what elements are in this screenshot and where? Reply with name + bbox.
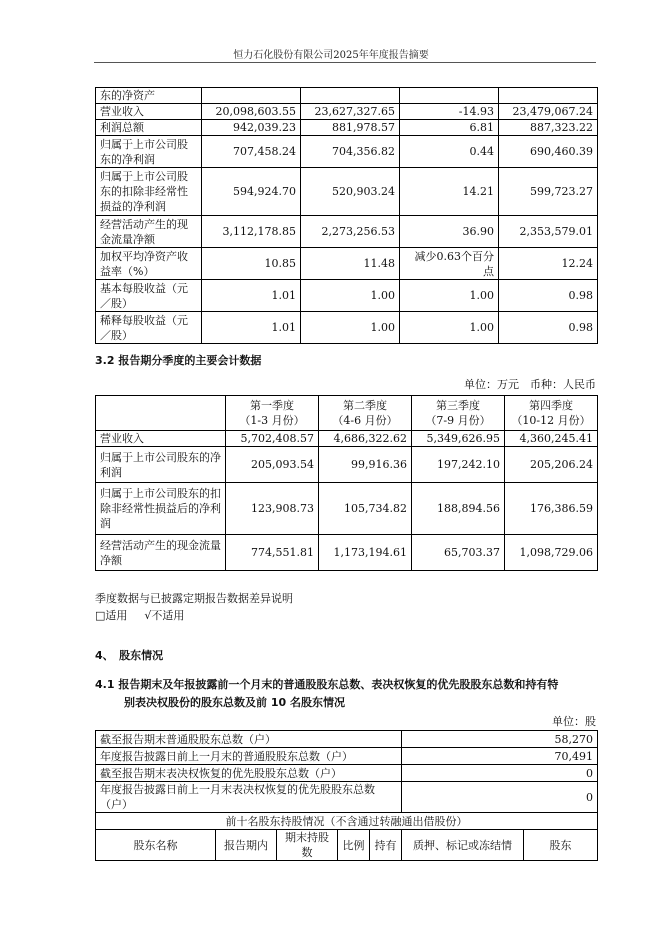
- report-header-title: 恒力石化股份有限公司2025年年度报告摘要: [233, 50, 429, 61]
- table-row: 归属于上市公司股东的扣除非经常性损益的净利润 594,924.70 520,903.24 14.21 599,723.27: [96, 168, 598, 216]
- table-row: 稀释每股收益（元／股） 1.01 1.00 1.00 0.98: [96, 312, 598, 344]
- table-row: 经营活动产生的现金流量净额 774,551.81 1,173,194.61 65,703.37 1,098,729.06: [96, 535, 598, 571]
- row-label: 归属于上市公司股东的净利润: [96, 447, 226, 483]
- table-row: 归属于上市公司股东的净利润 707,458.24 704,356.82 0.44 690,460.39: [96, 136, 598, 168]
- table-row: 年度报告披露日前上一月末表决权恢复的优先股股东总数（户） 0: [96, 782, 598, 813]
- table-row: 经营活动产生的现金流量净额 3,112,178.85 2,273,256.53 36.90 2,353,579.01: [96, 216, 598, 248]
- section-4-1-title-line2: 别表决权股份的股东总数及前 10 名股东情况: [124, 696, 345, 709]
- table-header-row: [96, 396, 598, 431]
- not-apply-option: √不适用: [144, 609, 185, 622]
- column-header: 股东名称: [96, 830, 216, 861]
- unit-label: 单位：万元 币种：人民币: [464, 378, 596, 391]
- row-label: 归属于上市公司股东的扣除非经常性损益后的净利润: [96, 483, 226, 535]
- table-row: 归属于上市公司股东的扣除非经常性损益后的净利润 123,908.73 105,734.82 188,894.56 176,386.59: [96, 483, 598, 535]
- row-label: 稀释每股收益（元／股）: [96, 312, 202, 344]
- table-row: 营业收入 5,702,408.57 4,686,322.62 5,349,626.95 4,360,245.41: [96, 431, 598, 447]
- table-row: 归属于上市公司股东的净利润 205,093.54 99,916.36 197,242.10 205,206.24: [96, 447, 598, 483]
- column-header: 第三季度 （7-9 月份）: [412, 396, 505, 431]
- column-header: 第二季度 （4-6 月份）: [319, 396, 412, 431]
- column-header: 期末持股数: [277, 830, 338, 861]
- row-label: 营业收入: [96, 104, 202, 120]
- shareholder-table: [95, 730, 598, 861]
- quarterly-diff-note: 季度数据与已披露定期报告数据差异说明: [95, 592, 293, 605]
- column-header: 质押、标记或冻结情: [402, 830, 524, 861]
- header-divider: [94, 62, 596, 63]
- row-label: 归属于上市公司股东的净利润: [96, 136, 202, 168]
- table-row: [96, 88, 598, 104]
- section-4-1-title-line1: 4.1 报告期末及年报披露前一个月末的普通股股东总数、表决权恢复的优先股股东总数和持有特: [95, 678, 559, 691]
- apply-option: □适用: [95, 609, 128, 622]
- column-header: 比例: [338, 830, 370, 861]
- table-row: 年度报告披露日前上一月末的普通股股东总数（户） 70,491: [96, 748, 598, 765]
- table-row: 利润总额 942,039.23 881,978.57 6.81 887,323.22: [96, 120, 598, 136]
- table-row: [96, 813, 598, 830]
- table-row: 加权平均净资产收益率（%） 10.85 11.48 减少0.63个百分点 12.24: [96, 248, 598, 280]
- section-4-title: 4、 股东情况: [95, 649, 164, 662]
- column-header: 股东: [524, 830, 598, 861]
- column-header: 第四季度 （10-12 月份）: [505, 396, 598, 431]
- row-label: 东的净资产: [96, 88, 202, 104]
- table-row: 截至报告期末表决权恢复的优先股股东总数（户） 0: [96, 765, 598, 782]
- row-label: 经营活动产生的现金流量净额: [96, 535, 226, 571]
- column-header: 持有: [370, 830, 402, 861]
- top10-title: 前十名股东持股情况（不含通过转融通出借股份）: [96, 813, 598, 830]
- column-header: 报告期内: [216, 830, 277, 861]
- option-row: [95, 607, 184, 623]
- table-row: 营业收入 20,098,603.55 23,627,327.65 -14.93 23,479,067.24: [96, 104, 598, 120]
- table-row: 基本每股收益（元／股） 1.01 1.00 1.00 0.98: [96, 280, 598, 312]
- quarterly-data-table: [95, 395, 598, 571]
- row-label: 营业收入: [96, 431, 226, 447]
- row-label: 加权平均净资产收益率（%）: [96, 248, 202, 280]
- row-label: 基本每股收益（元／股）: [96, 280, 202, 312]
- row-label: 经营活动产生的现金流量净额: [96, 216, 202, 248]
- section-3-2-title: 3.2 报告期分季度的主要会计数据: [95, 354, 262, 367]
- table-header-row: [96, 830, 598, 861]
- unit-label: 单位：股: [552, 715, 596, 728]
- row-label: 利润总额: [96, 120, 202, 136]
- column-header: 第一季度 （1-3 月份）: [226, 396, 319, 431]
- row-label: 归属于上市公司股东的扣除非经常性损益的净利润: [96, 168, 202, 216]
- table-row: 截至报告期末普通股股东总数（户） 58,270: [96, 731, 598, 748]
- main-accounting-table: [95, 87, 598, 344]
